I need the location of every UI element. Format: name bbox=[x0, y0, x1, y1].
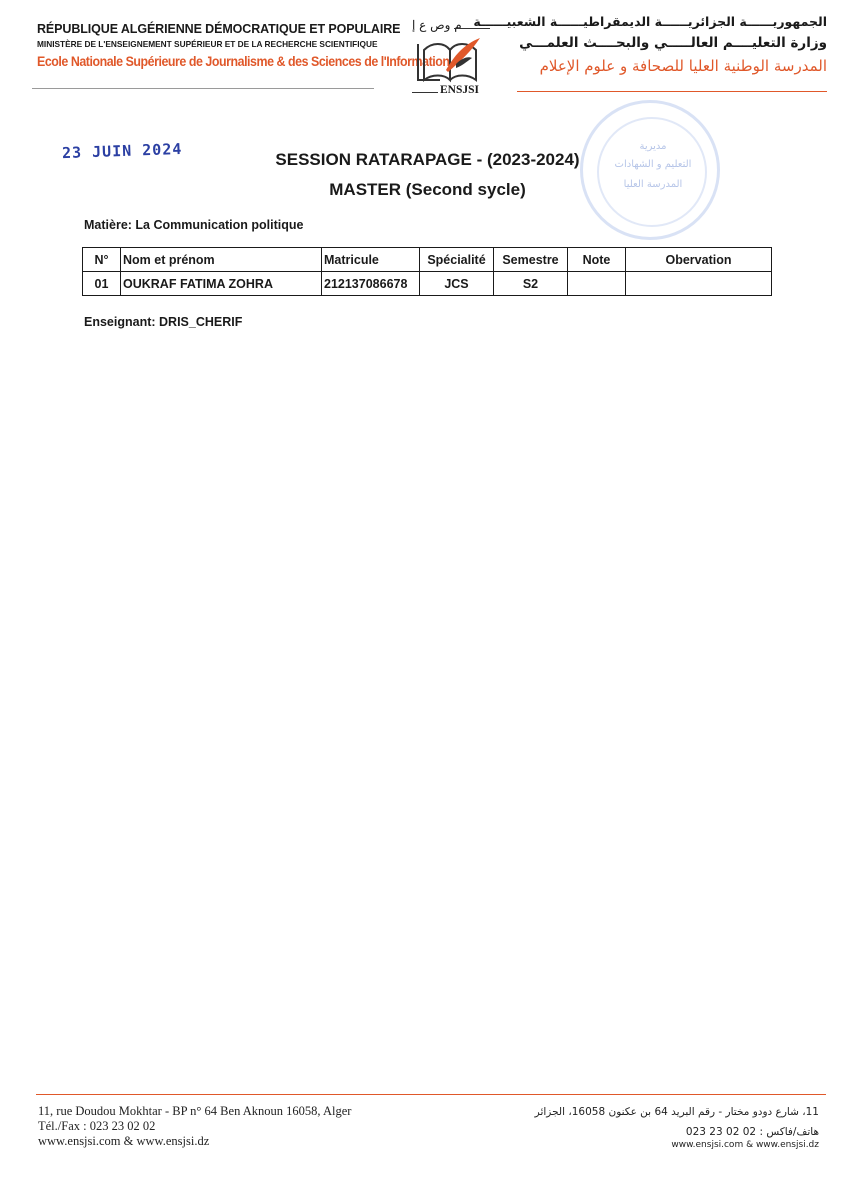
program-subtitle: MASTER (Second sycle) bbox=[329, 180, 526, 199]
footer-address-ar: 11، شارع دودو مختار - رقم البريد 64 بن عكنون 16058، الجزائر bbox=[534, 1106, 819, 1118]
footer-address-fr: 11, rue Doudou Mokhtar - BP n° 64 Ben Aknoun 16058, Alger bbox=[38, 1104, 352, 1118]
col-header-name: Nom et prénom bbox=[121, 248, 322, 272]
logo-arabic-text: م وص ع إ bbox=[412, 18, 462, 32]
cell-name: OUKRAF FATIMA ZOHRA bbox=[121, 272, 322, 296]
table-row bbox=[83, 272, 772, 296]
footer-website-ar: www.ensjsi.com & www.ensjsi.dz bbox=[671, 1140, 819, 1150]
footer-phone-fr: Tél./Fax : 023 23 02 02 bbox=[38, 1119, 156, 1133]
ministry-title-fr: MINISTÈRE DE L'ENSEIGNEMENT SUPÉRIEUR ET DE LA RECHERCHE SCIENTIFIQUE bbox=[37, 39, 378, 49]
book-quill-icon bbox=[410, 34, 490, 88]
cell-matricule: 212137086678 bbox=[322, 272, 420, 296]
header-arabic bbox=[473, 14, 827, 75]
header-divider-left bbox=[32, 88, 374, 89]
grades-table bbox=[82, 247, 772, 296]
col-header-observation: Obervation bbox=[626, 248, 772, 272]
teacher-value: DRIS_CHERIF bbox=[159, 315, 243, 329]
footer-divider bbox=[36, 1094, 826, 1095]
logo-line-bottom bbox=[412, 92, 438, 93]
ministry-title-ar: وزارة التعليــــم العالـــــي والبحــــث العلمـــي bbox=[519, 35, 827, 51]
date-stamp: 23 JUIN 2024 bbox=[61, 139, 183, 163]
col-header-number: N° bbox=[83, 248, 121, 272]
school-name-fr: Ecole Nationale Supérieure de Journalisme & des Sciences de l'Information bbox=[37, 54, 450, 69]
subject-value: La Communication politique bbox=[135, 218, 304, 232]
official-seal bbox=[580, 100, 720, 240]
seal-text-1: مديرية bbox=[639, 141, 667, 152]
col-header-semestre: Semestre bbox=[494, 248, 568, 272]
teacher-label: Enseignant: bbox=[84, 315, 156, 329]
cell-number: 01 bbox=[83, 272, 121, 296]
subject-label: Matière: bbox=[84, 218, 132, 232]
session-title: SESSION RATARAPAGE - (2023-2024) bbox=[275, 150, 580, 169]
col-header-specialite: Spécialité bbox=[420, 248, 494, 272]
cell-semestre: S2 bbox=[494, 272, 568, 296]
header-divider-right bbox=[517, 91, 827, 92]
logo-acronym: ENSJSI bbox=[440, 84, 479, 96]
footer-website-fr: www.ensjsi.com & www.ensjsi.dz bbox=[38, 1134, 210, 1148]
school-name-ar: المدرسة الوطنية العليا للصحافة و علوم الإعلام bbox=[539, 57, 827, 75]
footer-french bbox=[38, 1104, 351, 1149]
teacher-line bbox=[84, 315, 242, 329]
col-header-matricule: Matricule bbox=[322, 248, 420, 272]
cell-observation[interactable] bbox=[626, 272, 772, 296]
seal-inner-ring bbox=[597, 117, 707, 227]
subject-line bbox=[84, 218, 303, 232]
footer-phone-ar: هاتف/فاكس : 02 02 23 023 bbox=[685, 1126, 819, 1138]
footer-arabic bbox=[535, 1106, 819, 1150]
col-header-note: Note bbox=[568, 248, 626, 272]
cell-specialite: JCS bbox=[420, 272, 494, 296]
seal-text-3: المدرسة العليا bbox=[623, 179, 683, 190]
republic-title-fr: RÉPUBLIQUE ALGÉRIENNE DÉMOCRATIQUE ET POPULAIRE bbox=[37, 22, 401, 36]
seal-text-2: التعليم و الشهادات bbox=[614, 159, 692, 170]
cell-note[interactable] bbox=[568, 272, 626, 296]
table-header-row bbox=[83, 248, 772, 272]
republic-title-ar: الجمهوريــــــة الجزائريــــــة الديمقراطيــــــة الشعبيــــــة bbox=[473, 14, 827, 29]
